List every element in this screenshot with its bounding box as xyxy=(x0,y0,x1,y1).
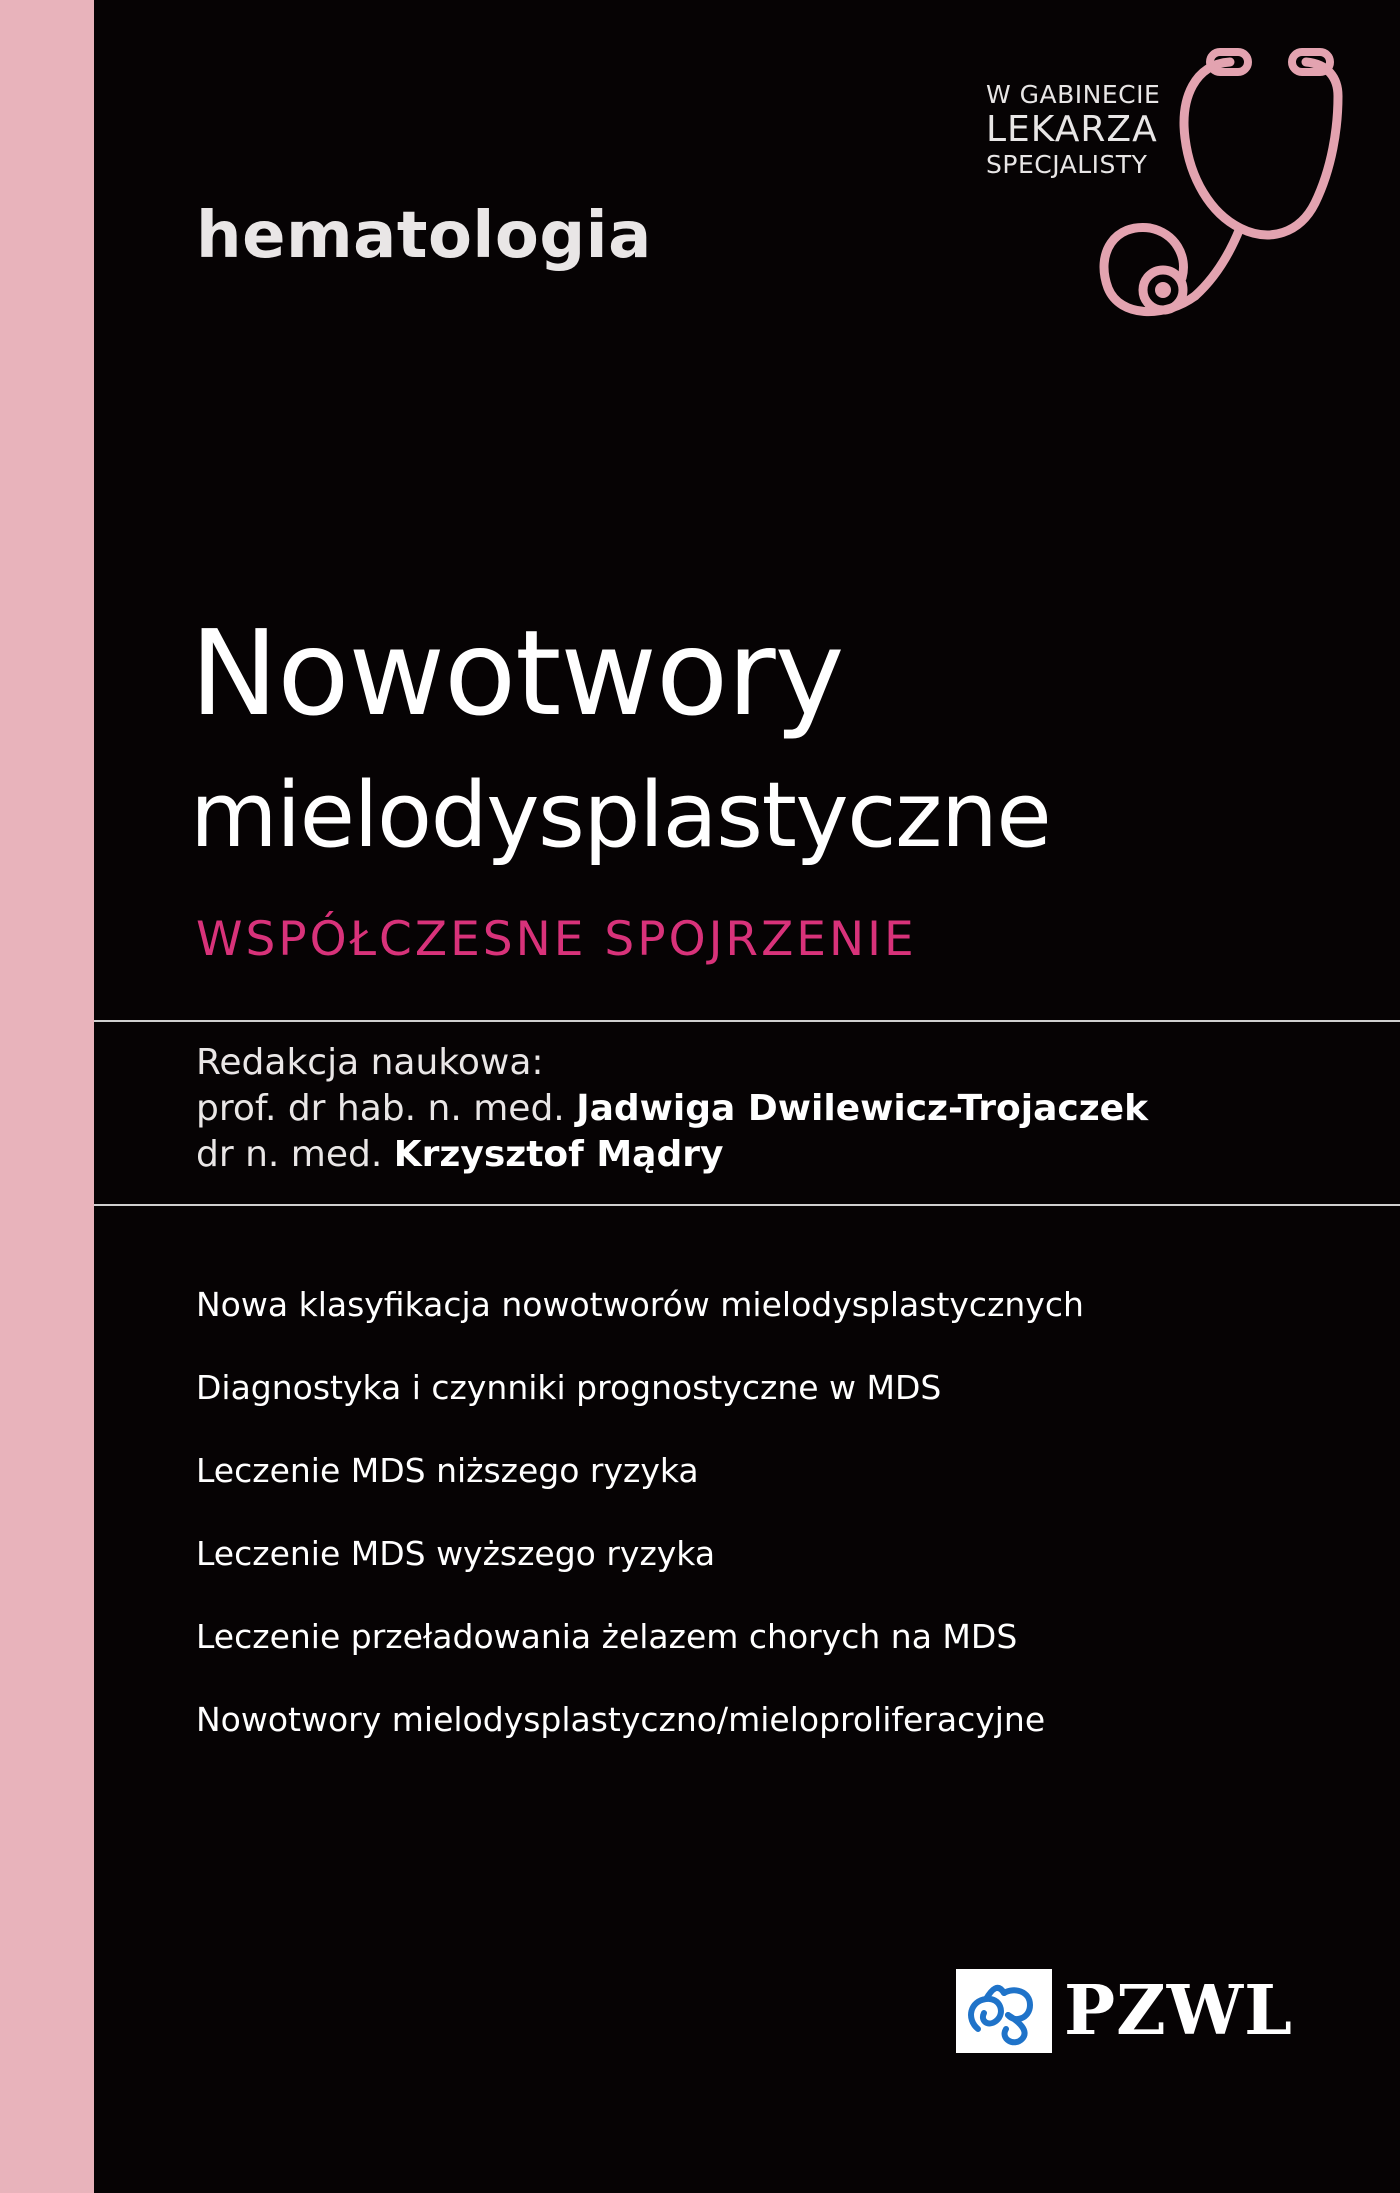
series-line-1: W GABINECIE xyxy=(986,80,1161,109)
editor-name: Jadwiga Dwilewicz-Trojaczek xyxy=(576,1088,1149,1129)
series-line-3: SPECJALISTY xyxy=(986,150,1148,179)
series-line-2: LEKARZA xyxy=(986,109,1158,150)
divider-bottom xyxy=(94,1204,1400,1206)
divider-top xyxy=(94,1020,1400,1022)
stethoscope-icon xyxy=(1070,38,1370,348)
contents-item: Nowa klasyfikacja nowotworów mielodysplastycznych xyxy=(196,1285,1084,1324)
editors-heading: Redakcja naukowa: xyxy=(196,1042,544,1083)
publisher-name: PZWL xyxy=(1064,1971,1293,2051)
title-line-2: mielodysplastyczne xyxy=(190,763,1051,868)
publisher-logo-icon xyxy=(956,1969,1052,2053)
book-subtitle: WSPÓŁCZESNE SPOJRZENIE xyxy=(196,912,917,967)
title-line-1: Nowotwory xyxy=(190,604,844,742)
cover-spine xyxy=(0,0,94,2193)
editor-prefix: prof. dr hab. n. med. xyxy=(196,1088,565,1129)
editor-line xyxy=(196,1132,1148,1178)
contents-item: Leczenie MDS wyższego ryzyka xyxy=(196,1534,716,1573)
contents-list xyxy=(196,1284,1084,1782)
book-title xyxy=(190,604,1051,870)
contents-item: Leczenie MDS niższego ryzyka xyxy=(196,1451,699,1490)
editor-line xyxy=(196,1086,1148,1132)
editor-name: Krzysztof Mądry xyxy=(393,1134,724,1175)
editor-prefix: dr n. med. xyxy=(196,1134,383,1175)
contents-item: Diagnostyka i czynniki prognostyczne w MDS xyxy=(196,1368,942,1407)
publisher-logo xyxy=(956,1969,1293,2053)
contents-item: Nowotwory mielodysplastyczno/mieloproliferacyjne xyxy=(196,1700,1046,1739)
contents-item: Leczenie przeładowania żelazem chorych na MDS xyxy=(196,1617,1018,1656)
category-label: hematologia xyxy=(196,199,652,273)
editors-block xyxy=(196,1040,1148,1178)
